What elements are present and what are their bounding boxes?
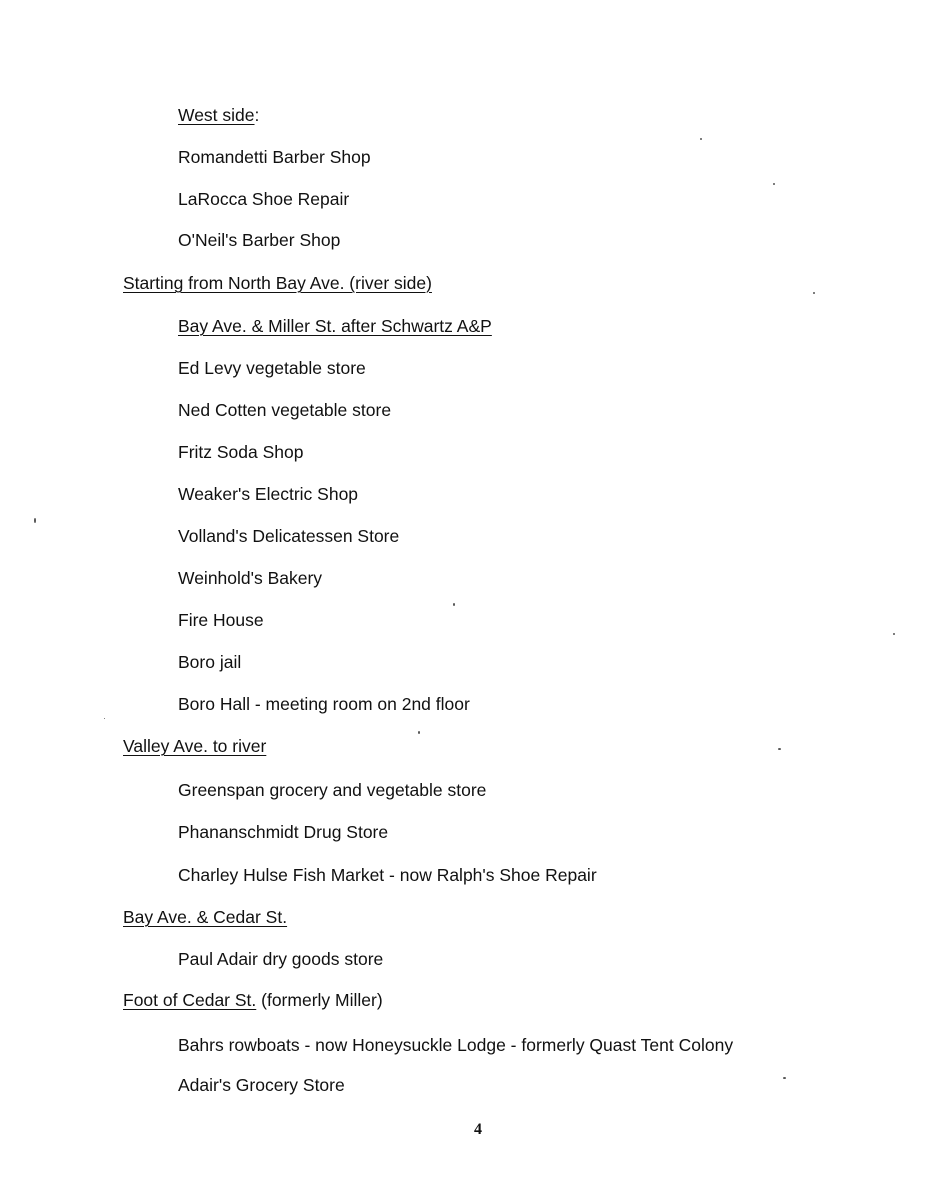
section-heading-foot-of-cedar [123,989,383,1011]
list-item: Boro Hall - meeting room on 2nd floor [178,694,470,714]
page-number: 4 [474,1121,482,1138]
scan-speck [34,518,36,523]
list-item: Charley Hulse Fish Market - now Ralph's Shoe Repair [178,865,597,885]
section-heading-north-bay-ave: Starting from North Bay Ave. (river side) [123,273,432,293]
list-item: Boro jail [178,652,242,672]
scan-speck [778,748,781,750]
scan-speck [418,731,420,734]
list-item: Greenspan grocery and vegetable store [178,780,487,800]
scan-speck [453,603,455,606]
heading-suffix: : [254,105,260,125]
scan-speck [893,633,895,635]
section-heading-valley-ave: Valley Ave. to river [123,736,267,756]
scan-speck [813,292,815,294]
list-item: Fire House [178,610,264,630]
list-item: Adair's Grocery Store [178,1075,345,1095]
list-item: Fritz Soda Shop [178,442,304,462]
list-item: Ed Levy vegetable store [178,358,366,378]
list-item: Romandetti Barber Shop [178,147,371,167]
list-item: LaRocca Shoe Repair [178,189,350,209]
scan-speck [783,1077,786,1079]
list-item: Phananschmidt Drug Store [178,822,389,842]
list-item: O'Neil's Barber Shop [178,230,341,250]
list-item: Volland's Delicatessen Store [178,526,400,546]
subsection-heading-bay-miller: Bay Ave. & Miller St. after Schwartz A&P [178,316,492,336]
section-heading-bay-cedar: Bay Ave. & Cedar St. [123,907,288,927]
scan-speck [700,138,702,140]
section-heading-west-side [178,104,259,126]
scan-speck [773,183,775,185]
list-item: Bahrs rowboats - now Honeysuckle Lodge - formerly Quast Tent Colony [178,1035,734,1055]
list-item: Weaker's Electric Shop [178,484,359,504]
scan-speck [104,718,105,719]
heading-text: Foot of Cedar St. [123,990,257,1010]
list-item: Weinhold's Bakery [178,568,323,588]
heading-suffix: (formerly Miller) [256,990,383,1010]
list-item: Paul Adair dry goods store [178,949,384,969]
list-item: Ned Cotten vegetable store [178,400,392,420]
heading-text: West side [178,105,255,125]
